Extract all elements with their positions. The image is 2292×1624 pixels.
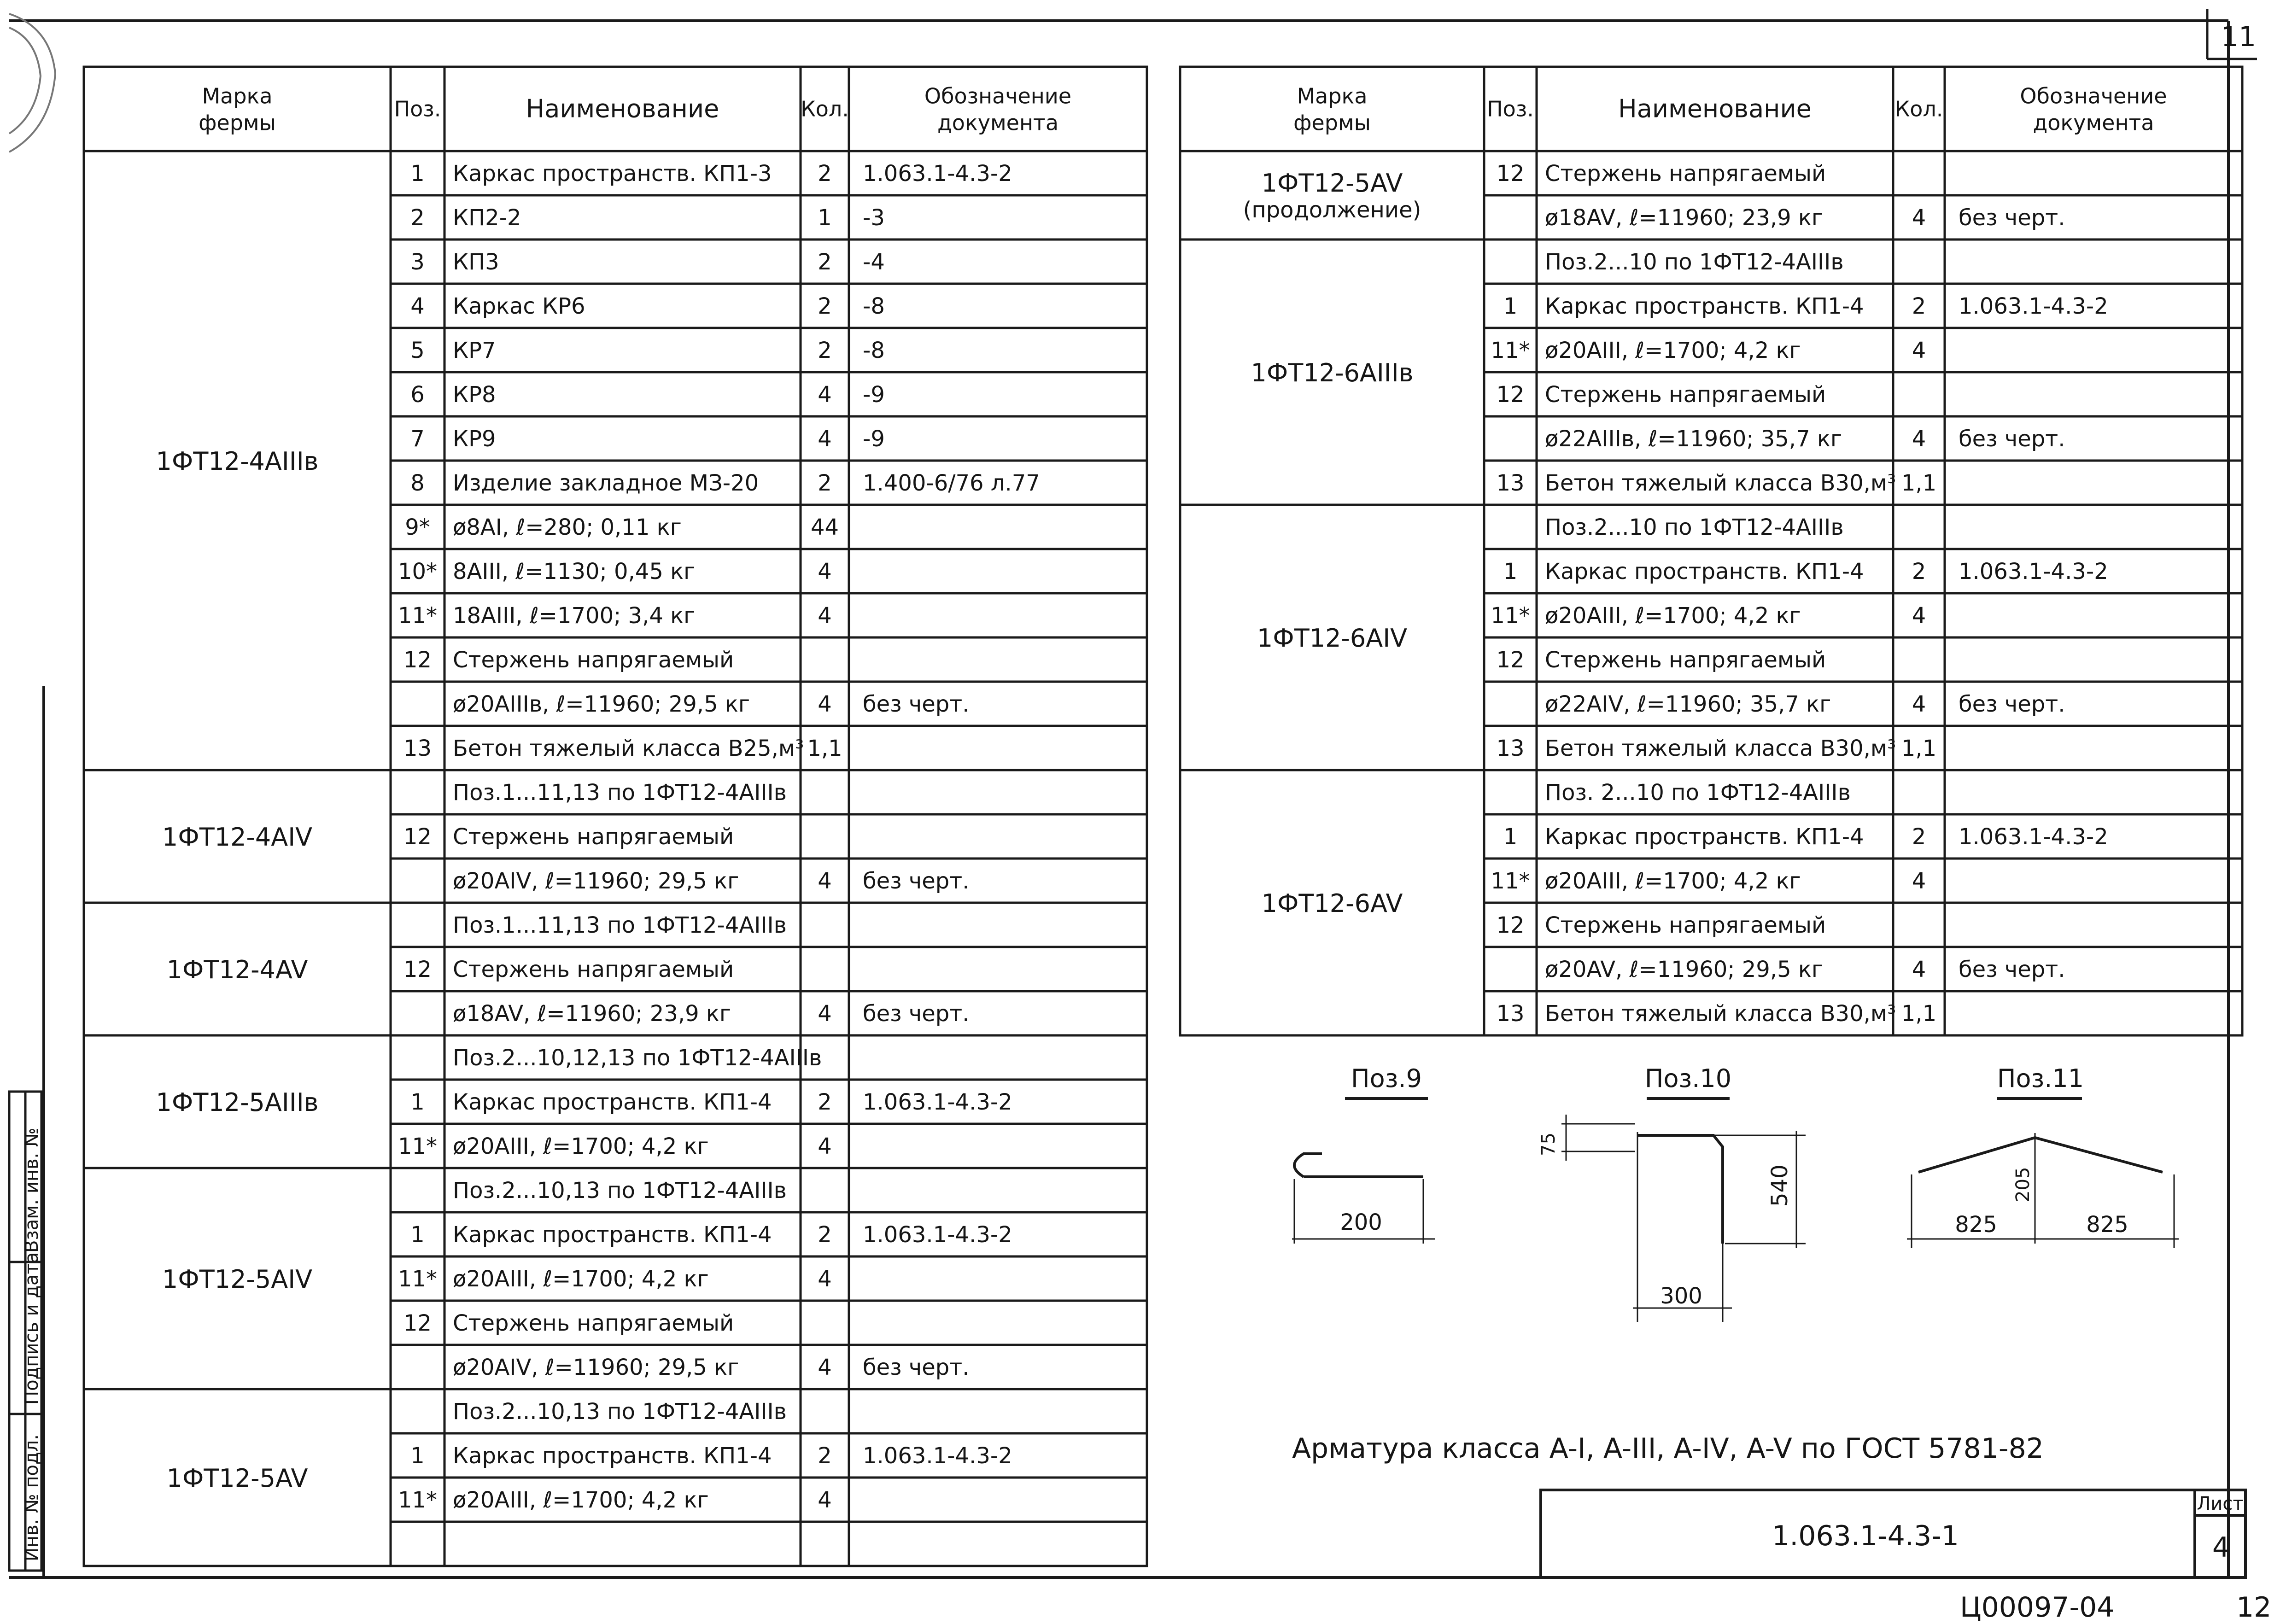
- table-row: [391, 426, 1147, 461]
- cell-qty: 4: [818, 603, 832, 629]
- sketch-poz10: [1538, 1064, 1806, 1322]
- table-row: [391, 559, 1147, 593]
- table-row: [1484, 780, 2242, 814]
- cell-name: Каркас пространств. КП1-4: [1545, 559, 1864, 584]
- right_table-header-mark: фермы: [1293, 110, 1371, 135]
- cell-name: Бетон тяжелый класса B30,м³: [1545, 470, 1896, 496]
- cell-name: Поз. 2...10 по 1ФТ12-4AIIIв: [1545, 780, 1851, 806]
- cell-name: ø18AV, ℓ=11960; 23,9 кг: [453, 1001, 731, 1027]
- cell-pos: 2: [410, 205, 425, 231]
- cell-name: Каркас пространств. КП1-4: [453, 1089, 772, 1115]
- table-row: [391, 1045, 1147, 1080]
- cell-name: Поз.2...10,13 по 1ФТ12-4AIIIв: [453, 1399, 787, 1425]
- table-row: [1484, 1001, 2242, 1035]
- left_table-header-mark: фермы: [199, 110, 276, 135]
- cell-qty: 2: [818, 293, 832, 319]
- left_table-header-doc: документа: [937, 110, 1059, 135]
- truss-mark: 1ФТ12-5AIV: [162, 1265, 313, 1294]
- cell-pos: 1: [410, 1222, 425, 1248]
- rebar-class-note: Арматура класса A-I, A-III, A-IV, A-V по ГОСТ 5781-82: [1292, 1432, 2044, 1465]
- cell-qty: 4: [818, 691, 832, 717]
- table-row: [1484, 161, 2242, 195]
- cell-doc: без черт.: [863, 1001, 970, 1027]
- cell-name: ø22AIIIв, ℓ=11960; 35,7 кг: [1545, 426, 1842, 452]
- sketch-poz11-left: 825: [1955, 1212, 1997, 1238]
- cell-doc: без черт.: [863, 1355, 970, 1380]
- cell-doc: -9: [863, 382, 885, 408]
- cell-doc: -8: [863, 338, 885, 363]
- table-row: [391, 1487, 1147, 1522]
- sketch-poz11: [1907, 1064, 2179, 1248]
- cell-qty: 4: [1912, 338, 1926, 363]
- cell-qty: 4: [818, 1355, 832, 1380]
- left_table-header-qty: Кол.: [801, 96, 849, 122]
- cell-pos: 4: [410, 293, 425, 319]
- table-row: [391, 470, 1147, 505]
- right_table-header-doc: документа: [2033, 110, 2154, 135]
- side-stamp-sign-date: Подпись и дата: [21, 1252, 42, 1405]
- cell-name: Стержень напрягаемый: [453, 1310, 734, 1336]
- table-row: [1484, 868, 2242, 903]
- cell-qty: 4: [818, 426, 832, 452]
- cell-qty: 4: [818, 1133, 832, 1159]
- cell-pos: 12: [403, 957, 432, 982]
- cell-doc: без черт.: [1959, 205, 2065, 231]
- cell-name: Поз.1...11,13 по 1ФТ12-4AIIIв: [453, 912, 787, 938]
- cell-pos: 1: [1503, 293, 1518, 319]
- cell-qty: 4: [818, 1001, 832, 1027]
- cell-pos: 10*: [398, 559, 438, 584]
- table-row: [1484, 338, 2242, 372]
- table-row: [391, 1001, 1147, 1035]
- table-row: [391, 780, 1147, 814]
- truss-mark: 1ФТ12-5AV: [1261, 169, 1403, 198]
- cell-pos: 11*: [398, 1266, 438, 1292]
- cell-pos: 12: [1496, 161, 1525, 187]
- cell-pos: 12: [403, 824, 432, 850]
- cell-pos: 1: [410, 1443, 425, 1469]
- cell-name: Каркас пространств. КП1-4: [453, 1222, 772, 1248]
- table-row: [391, 1089, 1147, 1124]
- cell-name: Стержень напрягаемый: [453, 647, 734, 673]
- table-row: [391, 338, 1147, 372]
- cell-name: Стержень напрягаемый: [1545, 382, 1826, 408]
- cell-pos: 13: [403, 736, 432, 761]
- table-row: [391, 647, 1147, 682]
- cell-pos: 1: [410, 1089, 425, 1115]
- table-row: [391, 205, 1147, 240]
- left_table-header-doc: Обозначение: [924, 83, 1072, 109]
- cell-name: Стержень напрягаемый: [1545, 912, 1826, 938]
- cell-qty: 1: [818, 205, 832, 231]
- cell-name: ø8AI, ℓ=280; 0,11 кг: [453, 514, 682, 540]
- cell-name: Бетон тяжелый класса B30,м³: [1545, 736, 1896, 761]
- table-row: [391, 1399, 1147, 1433]
- sketch-poz10-top: 75: [1538, 1133, 1559, 1156]
- table-row: [1484, 691, 2242, 726]
- cell-name: ø20AIII, ℓ=1700; 4,2 кг: [1545, 603, 1801, 629]
- cell-name: Стержень напрягаемый: [453, 957, 734, 982]
- table-row: [391, 868, 1147, 903]
- cell-pos: 5: [410, 338, 425, 363]
- table-row: [1484, 293, 2242, 328]
- side-stamp-vzam-inv: Взам. инв. №: [21, 1127, 42, 1253]
- cell-name: Поз.1...11,13 по 1ФТ12-4AIIIв: [453, 780, 787, 806]
- table-row: [1484, 957, 2242, 991]
- table-row: [391, 249, 1147, 284]
- cell-qty: 44: [810, 514, 839, 540]
- cell-name: 18AIII, ℓ=1700; 3,4 кг: [453, 603, 696, 629]
- table-row: [1484, 559, 2242, 593]
- right_table-header-mark: Марка: [1297, 83, 1368, 109]
- cell-pos: 6: [410, 382, 425, 408]
- cell-name: Каркас КР6: [453, 293, 585, 319]
- cell-qty: 4: [818, 1487, 832, 1513]
- title-block-sheet-number: 4: [2212, 1531, 2230, 1564]
- cell-pos: 12: [403, 647, 432, 673]
- table-row: [391, 1266, 1147, 1301]
- cell-doc: -9: [863, 426, 885, 452]
- table-row: [1484, 736, 2242, 770]
- sketch-poz10-title: Поз.10: [1644, 1064, 1732, 1093]
- sheet-frame: [9, 9, 2257, 1577]
- cell-name: ø20AIV, ℓ=11960; 29,5 кг: [453, 1355, 739, 1380]
- cell-doc: 1.063.1-4.3-2: [1959, 559, 2108, 584]
- cell-doc: без черт.: [863, 868, 970, 894]
- cell-pos: 11*: [398, 1487, 438, 1513]
- cell-qty: 2: [818, 161, 832, 187]
- table-row: [391, 1133, 1147, 1168]
- cell-doc: 1.063.1-4.3-2: [863, 1089, 1012, 1115]
- cell-qty: 4: [1912, 603, 1926, 629]
- right_table-header-doc: Обозначение: [2020, 83, 2167, 109]
- cell-pos: 8: [410, 470, 425, 496]
- table-row: [391, 912, 1147, 947]
- cell-qty: 4: [818, 1266, 832, 1292]
- title-block-sheet-label: Лист: [2197, 1493, 2244, 1514]
- footer-page: 12: [2236, 1591, 2272, 1624]
- cell-pos: 11*: [398, 1133, 438, 1159]
- cell-name: Каркас пространств. КП1-4: [1545, 824, 1864, 850]
- cell-name: КР7: [453, 338, 496, 363]
- table-row: [1484, 603, 2242, 637]
- cell-doc: 1.063.1-4.3-2: [1959, 293, 2108, 319]
- cell-qty: 1,1: [807, 736, 842, 761]
- cell-name: Изделие закладное МЗ-20: [453, 470, 759, 496]
- archive-code: Ц00097-04: [1960, 1591, 2115, 1624]
- cell-name: Каркас пространств. КП1-3: [453, 161, 772, 187]
- cell-pos: 9*: [405, 514, 430, 540]
- cell-doc: -8: [863, 293, 885, 319]
- cell-name: Поз.2...10 по 1ФТ12-4AIIIв: [1545, 514, 1844, 540]
- right_table-header-pos: Поз.: [1487, 96, 1534, 122]
- cell-name: Каркас пространств. КП1-4: [1545, 293, 1864, 319]
- table-row: [391, 1178, 1147, 1212]
- cell-pos: 3: [410, 249, 425, 275]
- cell-name: ø18AV, ℓ=11960; 23,9 кг: [1545, 205, 1824, 231]
- cell-pos: 13: [1496, 470, 1525, 496]
- table-row: [1484, 205, 2242, 240]
- cell-pos: 11*: [1491, 338, 1530, 363]
- table-row: [391, 736, 1147, 770]
- cell-qty: 2: [818, 338, 832, 363]
- cell-name: ø20AIIIв, ℓ=11960; 29,5 кг: [453, 691, 750, 717]
- cell-qty: 1,1: [1901, 470, 1937, 496]
- rebar-sketches: [1292, 1064, 2179, 1322]
- cell-pos: 13: [1496, 736, 1525, 761]
- table-row: [391, 1310, 1147, 1345]
- table-row: [1484, 382, 2242, 416]
- table-row: [391, 382, 1147, 416]
- cell-doc: 1.063.1-4.3-2: [863, 1222, 1012, 1248]
- table-row: [391, 1222, 1147, 1256]
- cell-qty: 2: [1912, 293, 1926, 319]
- cell-name: КР9: [453, 426, 496, 452]
- table-row: [391, 1355, 1147, 1389]
- truss-mark: 1ФТ12-6AV: [1261, 889, 1403, 918]
- cell-qty: 1,1: [1901, 736, 1937, 761]
- sketch-poz9-title: Поз.9: [1351, 1064, 1422, 1093]
- cell-name: КП2-2: [453, 205, 521, 231]
- cell-pos: 1: [1503, 559, 1518, 584]
- cell-pos: 11*: [1491, 868, 1530, 894]
- sketch-poz11-title: Поз.11: [1997, 1064, 2084, 1093]
- cell-name: ø22AIV, ℓ=11960; 35,7 кг: [1545, 691, 1831, 717]
- table-row: [391, 514, 1147, 549]
- cell-doc: без черт.: [1959, 691, 2065, 717]
- cell-qty: 4: [1912, 957, 1926, 982]
- sketch-poz10-width: 300: [1660, 1283, 1702, 1309]
- table-row: [1484, 647, 2242, 682]
- truss-mark: 1ФТ12-5AIIIв: [156, 1088, 319, 1117]
- cell-pos: 13: [1496, 1001, 1525, 1027]
- cell-qty: 2: [818, 249, 832, 275]
- table-row: [391, 603, 1147, 637]
- cell-qty: 4: [1912, 205, 1926, 231]
- cell-doc: 1.063.1-4.3-2: [863, 1443, 1012, 1469]
- table-row: [1484, 912, 2242, 947]
- cell-name: Бетон тяжелый класса B25,м³: [453, 736, 804, 761]
- table-row: [1484, 426, 2242, 461]
- cell-qty: 2: [1912, 824, 1926, 850]
- cell-qty: 2: [1912, 559, 1926, 584]
- cell-name: ø20AIII, ℓ=1700; 4,2 кг: [1545, 868, 1801, 894]
- sheet-number-top: 11: [2221, 21, 2257, 53]
- cell-pos: 12: [1496, 647, 1525, 673]
- cell-name: ø20AIII, ℓ=1700; 4,2 кг: [453, 1266, 709, 1292]
- cell-qty: 1,1: [1901, 1001, 1937, 1027]
- cell-pos: 12: [403, 1310, 432, 1336]
- cell-qty: 2: [818, 470, 832, 496]
- cell-qty: 4: [818, 868, 832, 894]
- left_table-table: [84, 67, 1147, 1566]
- cell-name: КР8: [453, 382, 496, 408]
- table-row: [1484, 514, 2242, 549]
- cell-pos: 7: [410, 426, 425, 452]
- right_table-header-name: Наименование: [1618, 94, 1812, 123]
- left_table-header-pos: Поз.: [394, 96, 441, 122]
- sketch-poz11-right: 825: [2086, 1212, 2128, 1238]
- cell-name: Стержень напрягаемый: [453, 824, 734, 850]
- specification-tables: [84, 67, 2242, 1566]
- right_table-table: [1180, 67, 2242, 1035]
- sketch-poz9: [1292, 1064, 1435, 1244]
- cell-qty: 4: [1912, 426, 1926, 452]
- cell-name: ø20AV, ℓ=11960; 29,5 кг: [1545, 957, 1824, 982]
- sketch-poz9-dim: 200: [1340, 1209, 1382, 1235]
- cell-qty: 2: [818, 1089, 832, 1115]
- truss-mark: 1ФТ12-4AIV: [162, 823, 313, 852]
- cell-doc: 1.063.1-4.3-2: [1959, 824, 2108, 850]
- cell-pos: 1: [410, 161, 425, 187]
- cell-name: 8AIII, ℓ=1130; 0,45 кг: [453, 559, 696, 584]
- cell-name: Стержень напрягаемый: [1545, 161, 1826, 187]
- left_table-header-name: Наименование: [526, 94, 719, 123]
- right_table-header-qty: Кол.: [1894, 96, 1943, 122]
- cell-name: ø20AIII, ℓ=1700; 4,2 кг: [1545, 338, 1801, 363]
- cell-qty: 2: [818, 1222, 832, 1248]
- cell-name: КП3: [453, 249, 499, 275]
- cell-qty: 4: [1912, 868, 1926, 894]
- cell-name: Стержень напрягаемый: [1545, 647, 1826, 673]
- table-row: [391, 957, 1147, 991]
- cell-pos: 11*: [398, 603, 438, 629]
- table-row: [391, 293, 1147, 328]
- cell-qty: 4: [818, 382, 832, 408]
- cell-doc: 1.400-6/76 л.77: [863, 470, 1040, 496]
- sketch-poz10-height: 540: [1767, 1164, 1793, 1207]
- cell-name: Каркас пространств. КП1-4: [453, 1443, 772, 1469]
- cell-name: Бетон тяжелый класса B30,м³: [1545, 1001, 1896, 1027]
- table-row: [1484, 470, 2242, 505]
- truss-mark: 1ФТ12-6AIIIв: [1251, 358, 1414, 387]
- cell-name: ø20AIV, ℓ=11960; 29,5 кг: [453, 868, 739, 894]
- cell-name: ø20AIII, ℓ=1700; 4,2 кг: [453, 1133, 709, 1159]
- table-row: [391, 691, 1147, 726]
- cell-qty: 4: [1912, 691, 1926, 717]
- table-row: [391, 824, 1147, 859]
- cell-name: Поз.2...10,13 по 1ФТ12-4AIIIв: [453, 1178, 787, 1203]
- cell-pos: 12: [1496, 912, 1525, 938]
- cell-doc: -3: [863, 205, 885, 231]
- cell-name: ø20AIII, ℓ=1700; 4,2 кг: [453, 1487, 709, 1513]
- cell-doc: без черт.: [1959, 957, 2065, 982]
- table-row: [1484, 249, 2242, 284]
- truss-mark: 1ФТ12-6AIV: [1257, 624, 1408, 653]
- truss-mark-note: (продолжение): [1243, 197, 1421, 223]
- cell-qty: 2: [818, 1443, 832, 1469]
- cell-pos: 12: [1496, 382, 1525, 408]
- cell-qty: 4: [818, 559, 832, 584]
- table-row: [1484, 824, 2242, 859]
- table-row: [391, 1443, 1147, 1478]
- table-row: [391, 161, 1147, 195]
- truss-mark: 1ФТ12-5AV: [166, 1464, 308, 1493]
- cell-doc: 1.063.1-4.3-2: [863, 161, 1012, 187]
- cell-name: Поз.2...10 по 1ФТ12-4AIIIв: [1545, 249, 1844, 275]
- side-stamp-inv-podl: Инв. № подл.: [21, 1434, 42, 1561]
- cell-doc: без черт.: [1959, 426, 2065, 452]
- truss-mark: 1ФТ12-4AV: [166, 955, 308, 984]
- cell-name: Поз.2...10,12,13 по 1ФТ12-4AIIIв: [453, 1045, 822, 1071]
- cell-pos: 11*: [1491, 603, 1530, 629]
- truss-mark: 1ФТ12-4AIIIв: [156, 447, 319, 476]
- cell-pos: 1: [1503, 824, 1518, 850]
- left_table-header-mark: Марка: [202, 83, 273, 109]
- title-block-code: 1.063.1-4.3-1: [1772, 1520, 1959, 1552]
- cell-doc: -4: [863, 249, 885, 275]
- cell-doc: без черт.: [863, 691, 970, 717]
- sketch-poz11-rise: 205: [2012, 1167, 2034, 1202]
- round-stamp-fragment: [9, 14, 55, 152]
